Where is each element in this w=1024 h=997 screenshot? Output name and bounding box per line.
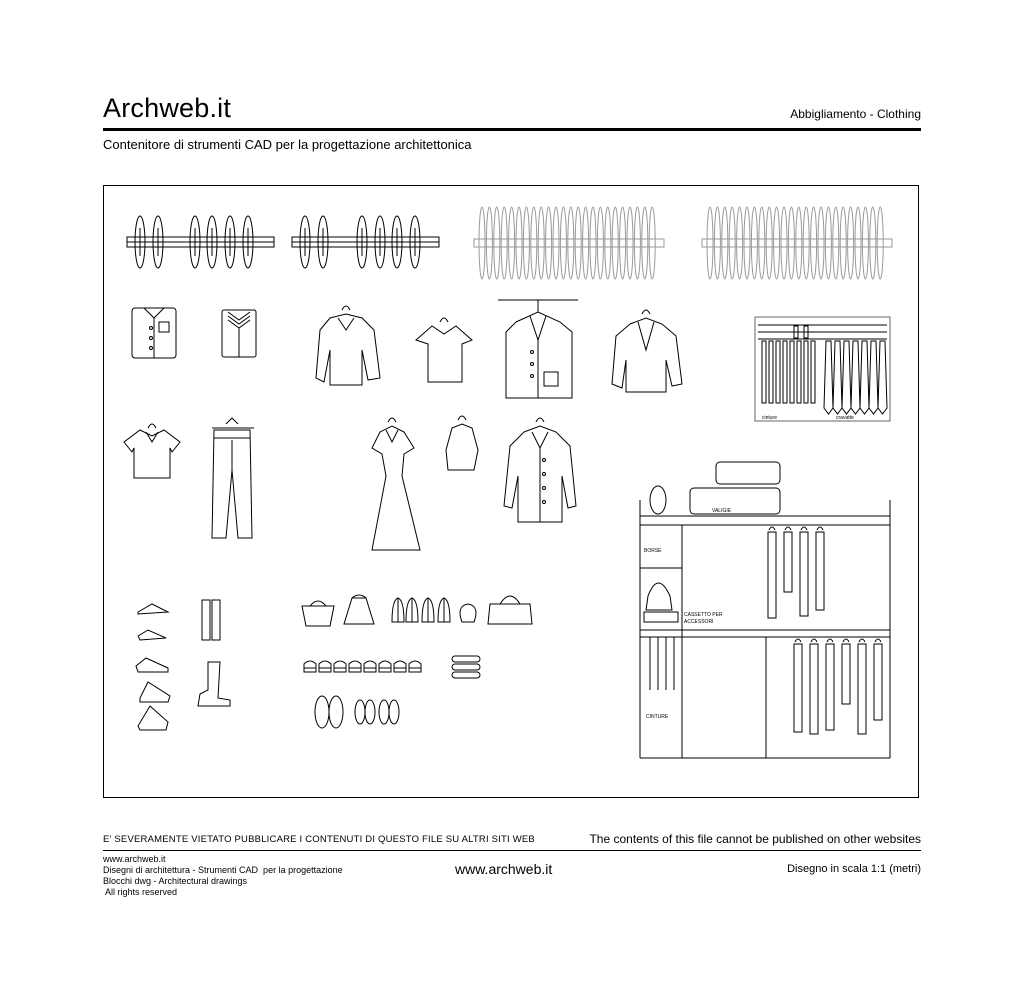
ties-label: cravatte xyxy=(836,415,854,421)
category-label: Abbigliamento - Clothing xyxy=(790,107,921,121)
footer-info-line-2: Disegni di architettura - Strumenti CAD per la progettazione xyxy=(103,865,343,875)
suitcases-label: VALIGIE xyxy=(712,508,732,514)
hanging-garments-top-view-1 xyxy=(474,207,664,279)
coat-on-rod-icon xyxy=(498,300,578,398)
stacked-shirts-icon xyxy=(222,310,256,357)
footer-info xyxy=(103,854,343,898)
dress-icon xyxy=(372,418,420,550)
footer-info-line-3: Blocchi dwg - Architectural drawings xyxy=(103,876,248,886)
shoes-pairs-icon xyxy=(315,696,399,728)
footer-url: www.archweb.it xyxy=(455,861,553,877)
footer-info-line-4: All rights reserved xyxy=(103,887,178,897)
brand-title: Archweb.it xyxy=(103,93,232,123)
long-coat-icon xyxy=(504,418,576,522)
shoe-pairs-row xyxy=(304,661,421,672)
blouse-on-hanger-icon xyxy=(316,306,380,385)
boots-icon xyxy=(198,600,230,706)
hanger-rail-2 xyxy=(292,237,439,247)
belts-label: cinture xyxy=(762,415,778,421)
belt-tie-rack-icon xyxy=(755,317,890,421)
folded-shirt-icon xyxy=(132,308,176,358)
footer-info-line-1: www.archweb.it xyxy=(103,854,166,864)
bags-label: BORSE xyxy=(644,548,662,554)
warning-english: The contents of this file cannot be published on other websites xyxy=(589,832,921,846)
header-divider xyxy=(103,128,921,131)
footer-divider xyxy=(103,850,921,851)
blazer-icon xyxy=(612,310,682,392)
trousers-on-hanger-icon xyxy=(212,418,254,538)
tank-top-icon xyxy=(416,318,472,382)
drawer-label-line1: CASSETTO PER xyxy=(684,612,723,618)
warning-italian: E' SEVERAMENTE VIETATO PUBBLICARE I CONTENUTI DI QUESTO FILE SU ALTRI SITI WEB xyxy=(103,834,535,845)
drawing-scale: Disegno in scala 1:1 (metri) xyxy=(787,863,921,875)
sleeveless-top-icon xyxy=(446,416,478,470)
hanging-garments-top-view-2 xyxy=(702,207,892,279)
folded-towels-icon xyxy=(452,656,480,678)
drawer-label-line2: ACCESSORI xyxy=(684,619,714,625)
shoes-column-1 xyxy=(136,604,170,730)
wardrobe-elevation xyxy=(640,462,890,758)
cad-drawing xyxy=(103,185,921,800)
page-subtitle: Contenitore di strumenti CAD per la progettazione architettonica xyxy=(103,137,472,152)
handbags-row xyxy=(302,595,532,626)
tshirt-icon xyxy=(124,424,180,478)
wardrobe-belts-label: CINTURE xyxy=(646,714,669,720)
